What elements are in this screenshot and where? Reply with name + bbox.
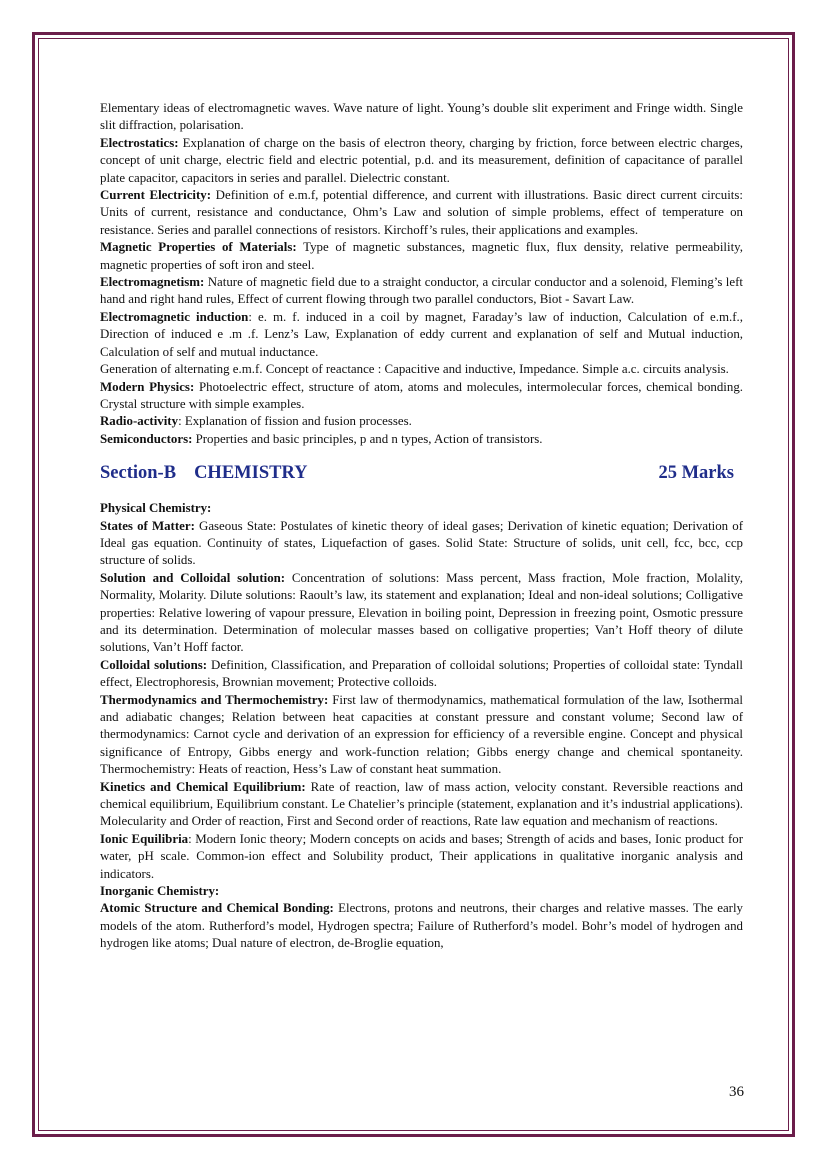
syllabus-paragraph bbox=[100, 239, 743, 274]
topic-text: Definition, Classification, and Preparation of colloidal solutions; Properties of colloidal state: Tyndall effect, Electrophoresis, Brownian movement; Protective colloids. bbox=[100, 657, 743, 690]
physical-chemistry-heading: Physical Chemistry: bbox=[100, 501, 212, 516]
topic-heading: Radio-activity bbox=[100, 414, 179, 429]
topic-heading: Magnetic Properties of Materials: bbox=[100, 240, 297, 255]
topic-heading: Atomic Structure and Chemical Bonding: bbox=[100, 901, 334, 916]
topic-heading: Semiconductors: bbox=[100, 431, 193, 446]
topic-heading: Kinetics and Chemical Equilibrium: bbox=[100, 779, 306, 794]
syllabus-paragraph bbox=[100, 135, 743, 187]
topic-text: Rate of reaction, law of mass action, velocity constant. Reversible reactions and chemical equilibrium, Equilibrium constant. Le Chatelier’s principle (statement, explanation and it’s industrial applications). Molecularity and Order of reaction, First and Second order of reactions, Rate law equation and mechanism of reactions. bbox=[100, 779, 744, 829]
topic-text: Type of magnetic substances, magnetic flux, flux density, relative permeability, magnetic properties of soft iron and steel. bbox=[100, 240, 743, 272]
topic-heading: Electromagnetism: bbox=[100, 275, 205, 290]
topic-text: Nature of magnetic field due to a straight conductor, a circular conductor and a solenoid, Fleming’s left hand and right hand rules, Effect of current flowing through two parallel conductors, Biot - Savart Law. bbox=[100, 275, 743, 307]
syllabus-paragraph bbox=[100, 692, 743, 779]
topic-text: First law of thermodynamics, mathematical formulation of the law, Isothermal and adiabatic changes; Relation between heat capacities at constant pressure and constant volume; Second law of thermodynamics: Carnot cycle and derivation of an expression for efficiency of a reversible engine. Concept and physical significance of Entropy, Gibbs energy and work-function relation; Gibbs energy change and chemical spontaneity. Thermochemistry: Heats of reaction, Hess’s Law of constant heat summation. bbox=[100, 692, 743, 777]
topic-heading: Electrostatics: bbox=[100, 135, 179, 150]
syllabus-paragraph bbox=[100, 518, 743, 570]
syllabus-paragraph bbox=[100, 187, 743, 239]
syllabus-paragraph bbox=[100, 100, 743, 135]
topic-heading: Thermodynamics and Thermochemistry: bbox=[100, 692, 329, 707]
section-heading bbox=[100, 462, 743, 484]
section-subject: CHEMISTRY bbox=[194, 463, 308, 484]
syllabus-paragraph bbox=[100, 274, 743, 309]
syllabus-paragraph bbox=[100, 413, 743, 430]
syllabus-paragraph bbox=[100, 657, 743, 692]
topic-heading: States of Matter: bbox=[100, 518, 195, 533]
topic-text: Photoelectric effect, structure of atom, atoms and molecules, intermolecular forces, chemical bonding. Crystal structure with simple examples. bbox=[100, 379, 744, 411]
topic-text: Electrons, protons and neutrons, their charges and relative masses. The early models of the atom. Rutherford’s model, Hydrogen spectra; Failure of Rutherford’s model. Bohr’s model of hydrogen and hydrogen like atoms; Dual nature of electron, de-Broglie equation, bbox=[100, 901, 743, 951]
topic-text: Properties and basic principles, p and n types, Action of transistors. bbox=[192, 431, 543, 446]
topic-text: Generation of alternating e.m.f. Concept of reactance : Capacitive and inductive, Impedance. Simple a.c. circuits analysis. bbox=[100, 362, 729, 377]
syllabus-paragraph bbox=[100, 779, 743, 831]
topic-text: Gaseous State: Postulates of kinetic theory of ideal gases; Derivation of kinetic equation; Derivation of Ideal gas equation. Continuity of states, Liquefaction of gases. Solid State: Structure of solids, unit cell, fcc, bcc, ccp structure of solids. bbox=[100, 518, 743, 568]
physical-chemistry-syllabus bbox=[100, 518, 743, 884]
document-body bbox=[100, 100, 743, 953]
section-marks: 25 Marks bbox=[658, 463, 734, 484]
topic-heading: Modern Physics: bbox=[100, 379, 195, 394]
syllabus-paragraph bbox=[100, 431, 743, 448]
syllabus-paragraph bbox=[100, 379, 743, 414]
syllabus-paragraph bbox=[100, 361, 743, 378]
topic-text: Definition of e.m.f, potential difference, and current with illustrations. Basic direct current circuits: Units of current, resistance and conductance, Ohm’s Law and solution of simple problems, effect of temperature on resistance. Series and parallel connections of resistors. Kirchoff’s rules, their applications and examples. bbox=[100, 188, 743, 237]
topic-text: Elementary ideas of electromagnetic waves. Wave nature of light. Young’s double slit experiment and Fringe width. Single slit diffraction, polarisation. bbox=[100, 101, 743, 133]
topic-heading: Current Electricity: bbox=[100, 188, 212, 203]
topic-text: Explanation of charge on the basis of electron theory, charging by friction, force between electric charges, concept of unit charge, electric field and electric potential, p.d. and its measurement, definition of capacitance of parallel plate capacitor, capacitors in series and parallel. Dielectric constant. bbox=[100, 135, 743, 185]
syllabus-paragraph bbox=[100, 309, 743, 361]
page-number: 36 bbox=[729, 1084, 744, 1100]
topic-heading: Electromagnetic induction bbox=[100, 309, 249, 324]
topic-heading: Ionic Equilibria bbox=[100, 831, 189, 846]
topic-heading: Solution and Colloidal solution: bbox=[100, 570, 286, 585]
physics-syllabus bbox=[100, 100, 743, 448]
topic-text: : Explanation of fission and fusion processes. bbox=[178, 414, 412, 429]
topic-heading: Colloidal solutions: bbox=[100, 657, 208, 672]
topic-text: Concentration of solutions: Mass percent, Mass fraction, Mole fraction, Molality, Normality, Molarity. Dilute solutions: Raoult’s law, its statement and explanation; Ideal and non-ideal solutions; Colligative properties: Relative lowering of vapour pressure, Elevation in boiling point, Depression in freezing point, Osmotic pressure and its determination. Determination of molecular masses based on colligative properties; Van’t Hoff theory of dilute solutions, Van’t Hoff factor. bbox=[100, 570, 743, 655]
section-label: Section-B bbox=[100, 463, 177, 484]
topic-text: : Modern Ionic theory; Modern concepts on acids and bases; Strength of acids and bases, Ionic product for water, pH scale. Common-ion effect and Solubility product, Their applications in qualitative inorganic analysis and indicators. bbox=[100, 831, 743, 881]
inorganic-chemistry-heading: Inorganic Chemistry: bbox=[100, 884, 220, 899]
syllabus-paragraph bbox=[100, 831, 743, 883]
inorganic-chemistry-syllabus bbox=[100, 900, 743, 952]
syllabus-paragraph bbox=[100, 900, 743, 952]
topic-text: : e. m. f. induced in a coil by magnet, Faraday’s law of induction, Calculation of e.m.f., Direction of induced e .m .f. Lenz’s Law, Explanation of eddy current and explanation of self and Mutual induction, Calculation of self and mutual inductance. bbox=[100, 309, 743, 359]
syllabus-paragraph bbox=[100, 570, 743, 657]
